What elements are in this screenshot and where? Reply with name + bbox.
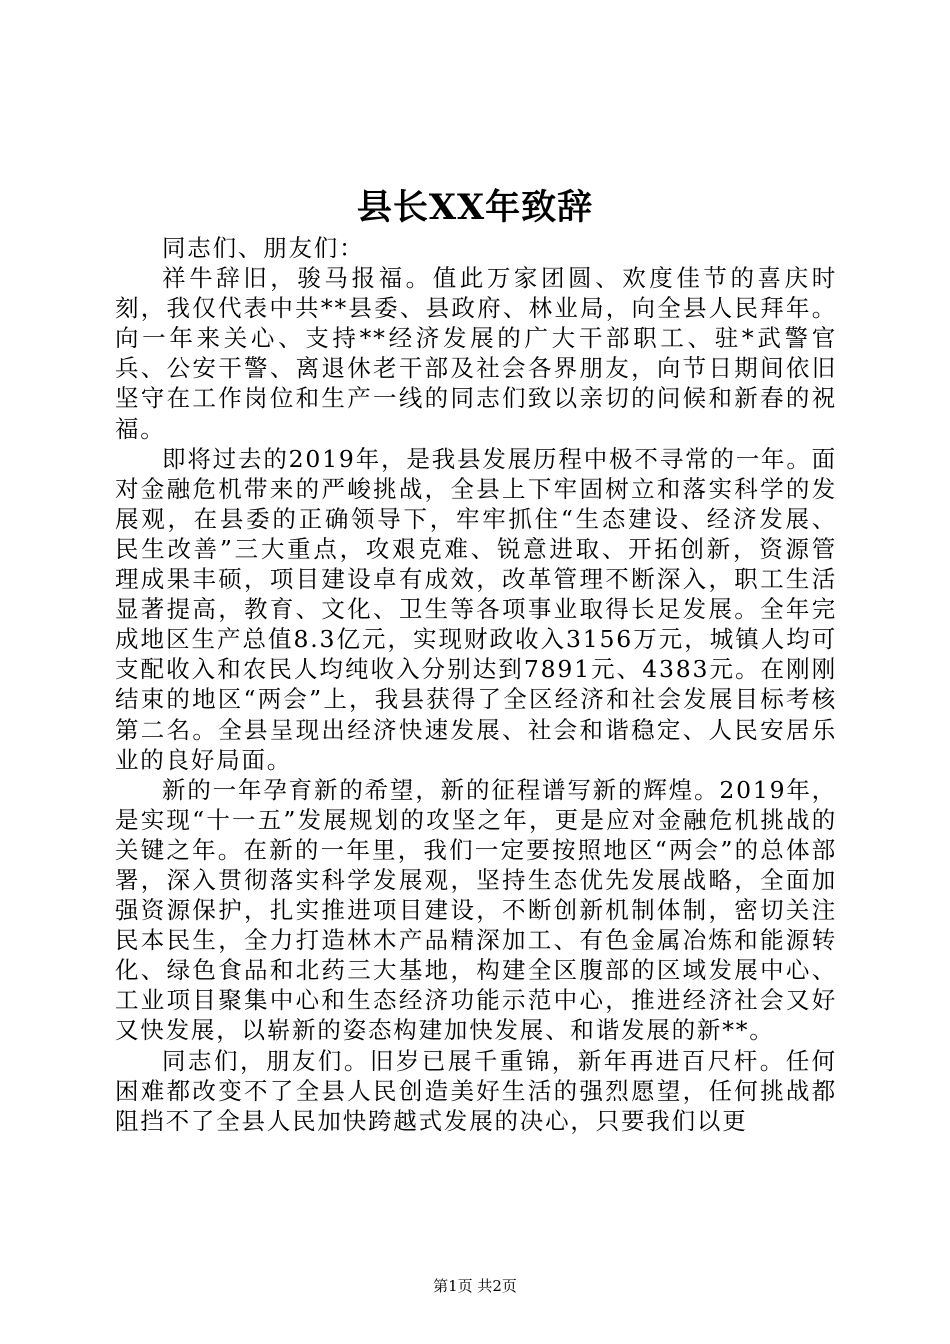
page-footer: 第1页 共2页 <box>433 1277 517 1295</box>
paragraph: 新的一年孕育新的希望，新的征程谱写新的辉煌。2019年，是实现“十一五”发展规划的攻坚之年，更是应对金融危机挑战的关键之年。在新的一年里，我们一定要按照地区“两会”的总体部署，深入贯彻落实科学发展观，坚持生态优先发展战略，全面加强资源保护，扎实推进项目建设，不断创新机制体制，密切关注民本民生，全力打造林木产品精深加工、有色金属冶炼和能源转化、绿色食品和北药三大基地，构建全区腹部的区域发展中心、工业项目聚集中心和生态经济功能示范中心，推进经济社会又好又快发展，以崭新的姿态构建加快发展、和谐发展的新**。 <box>115 775 837 1045</box>
paragraph: 即将过去的2019年，是我县发展历程中极不寻常的一年。面对金融危机带来的严峻挑战，全县上下牢固树立和落实科学的发展观，在县委的正确领导下，牢牢抓住“生态建设、经济发展、民生改善”三大重点，攻艰克难、锐意进取、开拓创新，资源管理成果丰硕，项目建设卓有成效，改革管理不断深入，职工生活显著提高，教育、文化、卫生等各项事业取得长足发展。全年完成地区生产总值8.3亿元，实现财政收入3156万元，城镇人均可支配收入和农民人均纯收入分别达到7891元、4383元。在刚刚结束的地区“两会”上，我县获得了全区经济和社会发展目标考核第二名。全县呈现出经济快速发展、社会和谐稳定、人民安居乐业的良好局面。 <box>115 444 837 774</box>
paragraph: 同志们，朋友们。旧岁已展千重锦，新年再进百尺杆。任何困难都改变不了全县人民创造美好生活的强烈愿望，任何挑战都阻挡不了全县人民加快跨越式发展的决心，只要我们以更 <box>115 1046 837 1135</box>
document-body <box>115 233 837 1136</box>
document-title: 县长XX年致辞 <box>356 187 594 228</box>
paragraph: 祥牛辞旧，骏马报福。值此万家团圆、欢度佳节的喜庆时刻，我仅代表中共**县委、县政府、林业局，向全县人民拜年。向一年来关心、支持**经济发展的广大干部职工、驻*武警官兵、公安干警、离退休老干部及社会各界朋友，向节日期间依旧坚守在工作岗位和生产一线的同志们致以亲切的问候和新春的祝福。 <box>115 264 837 443</box>
paragraph-greeting: 同志们、朋友们： <box>162 234 365 262</box>
